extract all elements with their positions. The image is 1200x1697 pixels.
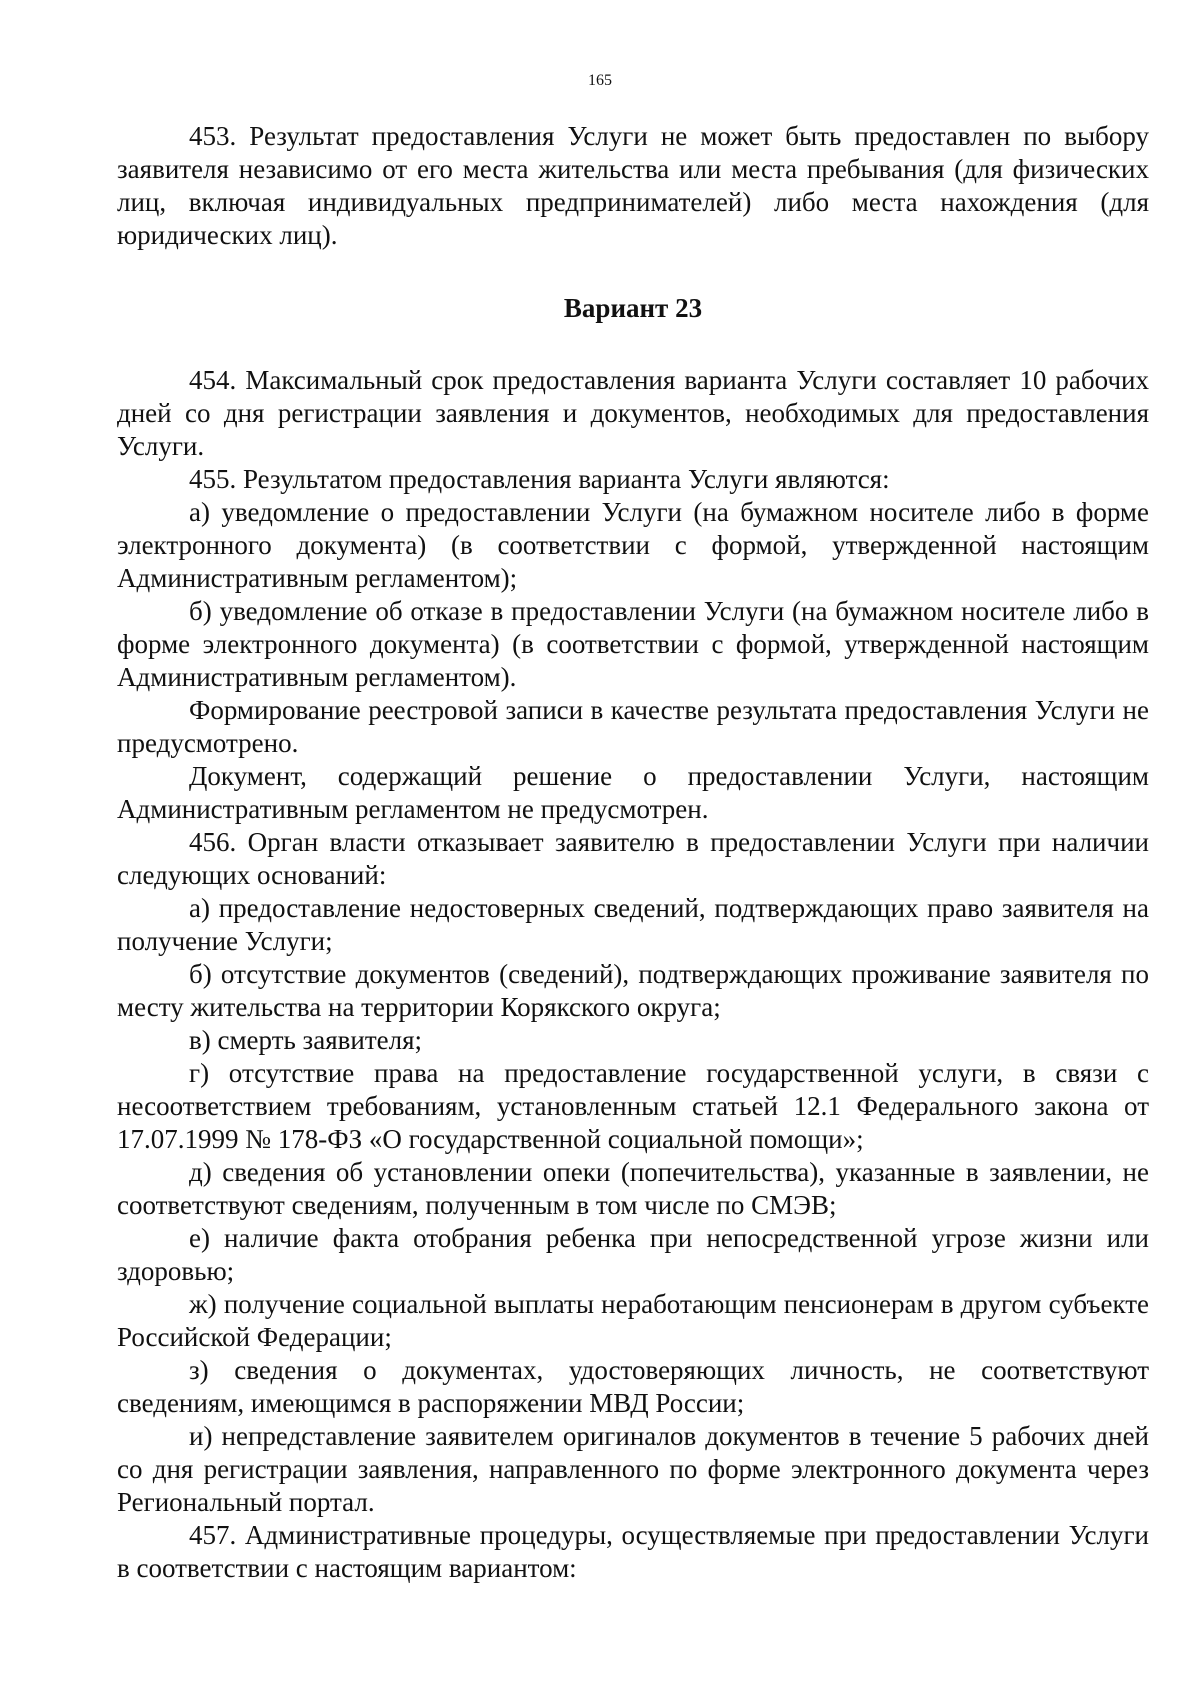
list-item-456-d: д) сведения об установлении опеки (попечительства), указанные в заявлении, не соответствуют сведениям, полученным в том числе по СМЭВ; <box>117 1157 1149 1220</box>
list-item-456-v: в) смерть заявителя; <box>189 1025 422 1055</box>
list-item-456-a: а) предоставление недостоверных сведений, подтверждающих право заявителя на получение Услуги; <box>117 893 1149 956</box>
section-spacer <box>117 252 1149 292</box>
list-item-456-i: и) непредставление заявителем оригиналов документов в течение 5 рабочих дней со дня регистрации заявления, направленного по форме электронного документа через Региональный портал. <box>117 1421 1149 1517</box>
list-item-455-a: а) уведомление о предоставлении Услуги (на бумажном носителе либо в форме электронного документа) (в соответствии с формой, утвержденной настоящим Административным регламентом); <box>117 497 1149 593</box>
section-heading: Вариант 23 <box>563 293 703 323</box>
list-item-456-b: б) отсутствие документов (сведений), подтверждающих проживание заявителя по месту жительства на территории Корякского округа; <box>117 959 1149 1022</box>
paragraph-457: 457. Административные процедуры, осуществляемые при предоставлении Услуги в соответствии с настоящим вариантом: <box>117 1520 1149 1583</box>
list-item-456-zh: ж) получение социальной выплаты неработающим пенсионерам в другом субъекте Российской Федерации; <box>117 1289 1149 1352</box>
list-item-456-g: г) отсутствие права на предоставление государственной услуги, в связи с несоответствием требованиям, установленным статьей 12.1 Федерального закона от 17.07.1999 № 178-ФЗ «О государственной социальной помощи»; <box>117 1058 1149 1154</box>
paragraph-454: 454. Максимальный срок предоставления варианта Услуги составляет 10 рабочих дней со дня регистрации заявления и документов, необходимых для предоставления Услуги. <box>117 365 1149 461</box>
heading-spacer <box>117 325 1149 364</box>
paragraph-456: 456. Орган власти отказывает заявителю в предоставлении Услуги при наличии следующих оснований: <box>117 827 1149 890</box>
paragraph-registry-record: Формирование реестровой записи в качестве результата предоставления Услуги не предусмотрено. <box>117 695 1149 758</box>
list-item-455-b: б) уведомление об отказе в предоставлении Услуги (на бумажном носителе либо в форме электронного документа) (в соответствии с формой, утвержденной настоящим Административным регламентом). <box>117 596 1149 692</box>
page-number: 165 <box>588 72 612 89</box>
paragraph-455: 455. Результатом предоставления варианта Услуги являются: <box>189 464 890 494</box>
document-body <box>117 120 1149 1585</box>
list-item-456-z: з) сведения о документах, удостоверяющих личность, не соответствуют сведениям, имеющимся в распоряжении МВД России; <box>117 1355 1149 1418</box>
paragraph-453: 453. Результат предоставления Услуги не может быть предоставлен по выбору заявителя независимо от его места жительства или места пребывания (для физических лиц, включая индивидуальных предпринимателей) либо места нахождения (для юридических лиц). <box>117 121 1149 250</box>
list-item-456-e: е) наличие факта отобрания ребенка при непосредственной угрозе жизни или здоровью; <box>117 1223 1149 1286</box>
paragraph-decision-document: Документ, содержащий решение о предоставлении Услуги, настоящим Административным регламентом не предусмотрен. <box>117 761 1149 824</box>
